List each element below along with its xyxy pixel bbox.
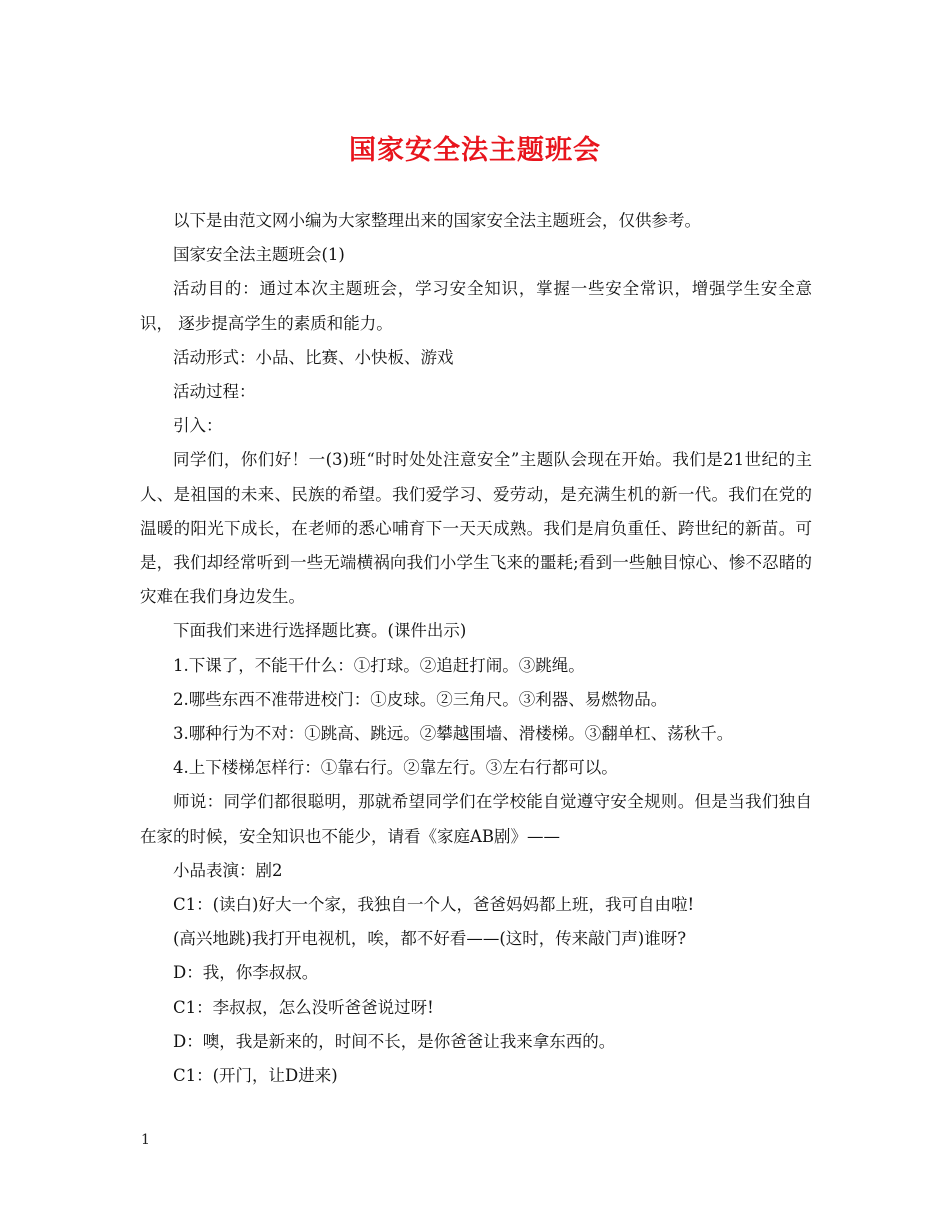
paragraph-quiz-intro: 下面我们来进行选择题比赛。(课件出示) — [173, 621, 467, 641]
paragraph-opening-speech: 同学们，你们好！一(3)班“时时处处注意安全”主题队会现在开始。我们是21世纪的主人、是祖国的未来、民族的希望。我们爱学习、爱劳动，是充满生机的新一代。我们在党的温暖的阳光下成长，在老师的悉心哺育下一天天成熟。我们是肩负重任、跨世纪的新苗。可是，我们却经常听到一些无端横祸向我们小学生飞来的噩耗;看到一些触目惊心、惨不忍睹的灾难在我们身边发生。 — [140, 450, 812, 607]
dialogue-line: (高兴地跳)我打开电视机，唉，都不好看——(这时，传来敲门声)谁呀? — [173, 929, 687, 949]
dialogue-line: C1：李叔叔，怎么没听爸爸说过呀! — [173, 997, 434, 1017]
paragraph-activity-process: 活动过程： — [173, 382, 256, 402]
dialogue-line: C1：(开门，让D进来) — [173, 1066, 338, 1086]
paragraph-section-heading: 国家安全法主题班会(1) — [173, 245, 345, 265]
paragraph-skit-title: 小品表演：剧2 — [173, 860, 283, 880]
paragraph-lead-in: 引入： — [173, 416, 223, 436]
dialogue-line: D：噢，我是新来的，时间不长，是你爸爸让我来拿东西的。 — [173, 1031, 616, 1051]
paragraph-activity-goal: 活动目的：通过本次主题班会，学习安全知识，掌握一些安全常识，增强学生安全意识， 逐步提高学生的素质和能力。 — [140, 279, 812, 333]
quiz-item: 1.下课了，不能干什么：①打球。②追赶打闹。③跳绳。 — [173, 655, 585, 675]
quiz-item: 4.上下楼梯怎样行：①靠右行。②靠左行。③左右行都可以。 — [173, 758, 618, 778]
dialogue-line: D：我，你李叔叔。 — [173, 963, 319, 983]
page-number: 1 — [141, 1132, 150, 1148]
document-title: 国家安全法主题班会 — [349, 135, 601, 166]
quiz-item: 3.哪种行为不对：①跳高、跳远。②攀越围墙、滑楼梯。③翻单杠、荡秋千。 — [173, 724, 734, 744]
dialogue-line: C1：(读白)好大一个家，我独自一个人，爸爸妈妈都上班，我可自由啦! — [173, 895, 695, 915]
document-body — [140, 204, 812, 1093]
paragraph-activity-form: 活动形式：小品、比赛、小快板、游戏 — [173, 347, 454, 367]
quiz-item: 2.哪些东西不准带进校门：①皮球。②三角尺。③利器、易燃物品。 — [173, 689, 668, 709]
paragraph-intro: 以下是由范文网小编为大家整理出来的国家安全法主题班会，仅供参考。 — [173, 211, 701, 230]
paragraph-teacher-says: 师说：同学们都很聪明，那就希望同学们在学校能自觉遵守安全规则。但是当我们独自在家的时候，安全知识也不能少，请看《家庭AB剧》—— — [140, 792, 812, 846]
